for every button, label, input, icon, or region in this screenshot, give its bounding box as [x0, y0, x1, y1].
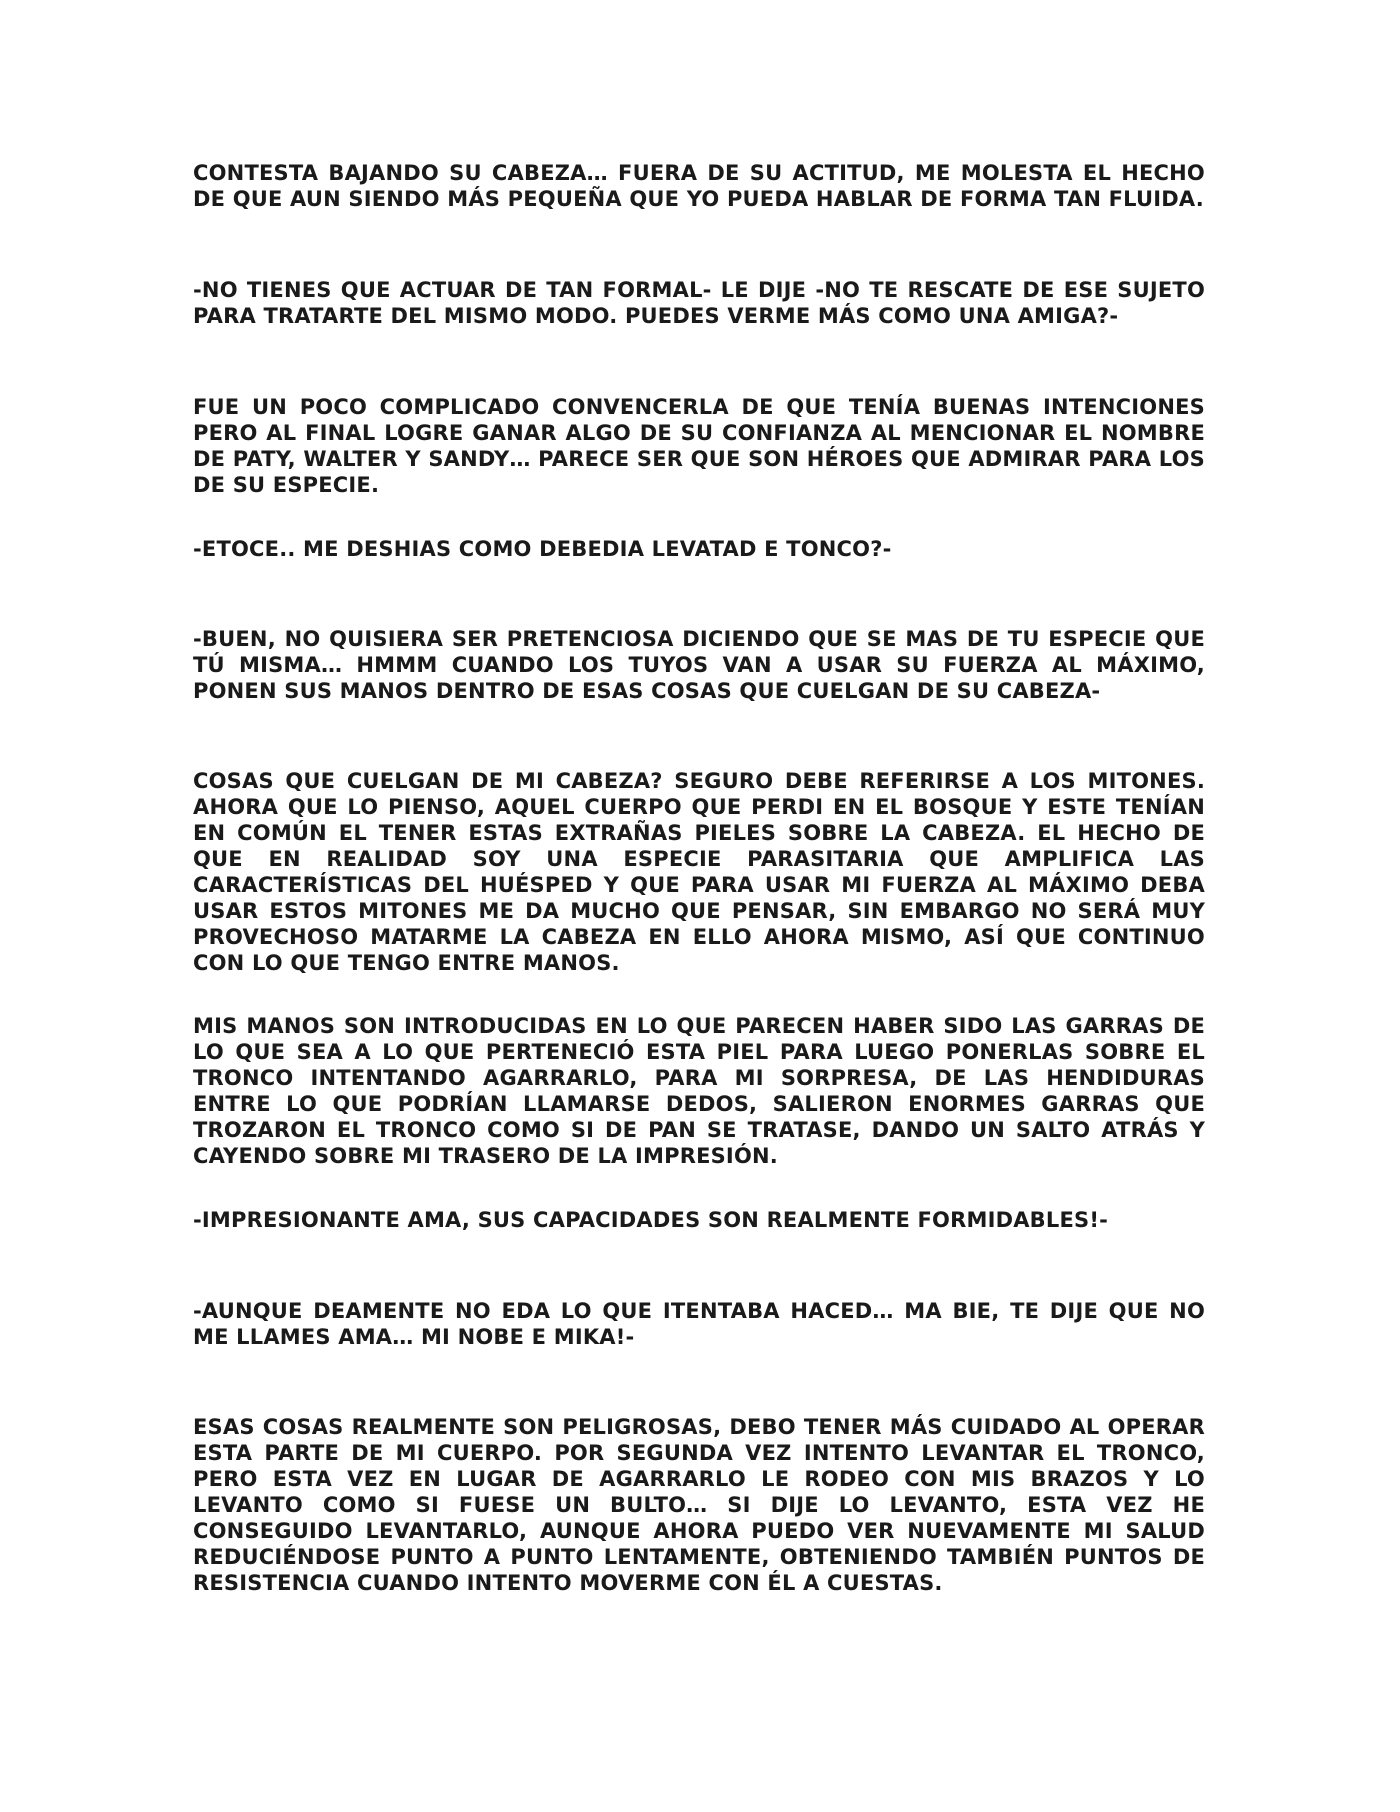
paragraph-dialogue-4: -IMPRESIONANTE AMA, SUS CAPACIDADES SON REALMENTE FORMIDABLES!- [193, 1208, 1109, 1232]
paragraph-narration-3: COSAS QUE CUELGAN DE MI CABEZA? SEGURO DEBE REFERIRSE A LOS MITONES. AHORA QUE LO PIENSO, AQUEL CUERPO QUE PERDI EN EL BOSQUE Y ESTE TENÍAN EN COMÚN EL TENER ESTAS EXTRAÑAS PIELES SOBRE LA CABEZA. EL HECHO DE QUE EN REALIDAD SOY UNA ESPECIE PARASITARIA QUE AMPLIFICA LAS CARACTERÍSTICAS DEL HUÉSPED Y QUE PARA USAR MI FUERZA AL MÁXIMO DEBA USAR ESTOS MITONES ME DA MUCHO QUE PENSAR, SIN EMBARGO NO SERÁ MUY PROVECHOSO MATARME LA CABEZA EN ELLO AHORA MISMO, ASÍ QUE CONTINUO CON LO QUE TENGO ENTRE MANOS. [193, 769, 1205, 975]
paragraph-dialogue-5: -AUNQUE DEAMENTE NO EDA LO QUE ITENTABA HACED… MA BIE, TE DIJE QUE NO ME LLAMES AMA… MI NOBE E MIKA!- [193, 1299, 1205, 1349]
paragraph-narration-5: ESAS COSAS REALMENTE SON PELIGROSAS, DEBO TENER MÁS CUIDADO AL OPERAR ESTA PARTE DE MI CUERPO. POR SEGUNDA VEZ INTENTO LEVANTAR EL TRONCO, PERO ESTA VEZ EN LUGAR DE AGARRARLO LE RODEO CON MIS BRAZOS Y LO LEVANTO COMO SI FUESE UN BULTO… SI DIJE LO LEVANTO, ESTA VEZ HE CONSEGUIDO LEVANTARLO, AUNQUE AHORA PUEDO VER NUEVAMENTE MI SALUD REDUCIÉNDOSE PUNTO A PUNTO LENTAMENTE, OBTENIENDO TAMBIÉN PUNTOS DE RESISTENCIA CUANDO INTENTO MOVERME CON ÉL A CUESTAS. [193, 1415, 1205, 1595]
paragraph-dialogue-2: -ETOCE.. ME DESHIAS COMO DEBEDIA LEVATAD E TONCO?- [193, 537, 892, 561]
paragraph-narration-2: FUE UN POCO COMPLICADO CONVENCERLA DE QUE TENÍA BUENAS INTENCIONES PERO AL FINAL LOGRE GANAR ALGO DE SU CONFIANZA AL MENCIONAR EL NOMBRE DE PATY, WALTER Y SANDY… PARECE SER QUE SON HÉROES QUE ADMIRAR PARA LOS DE SU ESPECIE. [193, 395, 1205, 497]
paragraph-dialogue-1: -NO TIENES QUE ACTUAR DE TAN FORMAL- LE DIJE -NO TE RESCATE DE ESE SUJETO PARA TRATARTE DEL MISMO MODO. PUEDES VERME MÁS COMO UNA AMIGA?- [193, 278, 1205, 328]
paragraph-dialogue-3: -BUEN, NO QUISIERA SER PRETENCIOSA DICIENDO QUE SE MAS DE TU ESPECIE QUE TÚ MISMA… HMMM CUANDO LOS TUYOS VAN A USAR SU FUERZA AL MÁXIMO, PONEN SUS MANOS DENTRO DE ESAS COSAS QUE CUELGAN DE SU CABEZA- [193, 627, 1205, 703]
paragraph-narration-1: CONTESTA BAJANDO SU CABEZA… FUERA DE SU ACTITUD, ME MOLESTA EL HECHO DE QUE AUN SIENDO MÁS PEQUEÑA QUE YO PUEDA HABLAR DE FORMA TAN FLUIDA. [193, 161, 1205, 211]
paragraph-narration-4: MIS MANOS SON INTRODUCIDAS EN LO QUE PARECEN HABER SIDO LAS GARRAS DE LO QUE SEA A LO QUE PERTENECIÓ ESTA PIEL PARA LUEGO PONERLAS SOBRE EL TRONCO INTENTANDO AGARRARLO, PARA MI SORPRESA, DE LAS HENDIDURAS ENTRE LO QUE PODRÍAN LLAMARSE DEDOS, SALIERON ENORMES GARRAS QUE TROZARON EL TRONCO COMO SI DE PAN SE TRATASE, DANDO UN SALTO ATRÁS Y CAYENDO SOBRE MI TRASERO DE LA IMPRESIÓN. [193, 1014, 1205, 1168]
